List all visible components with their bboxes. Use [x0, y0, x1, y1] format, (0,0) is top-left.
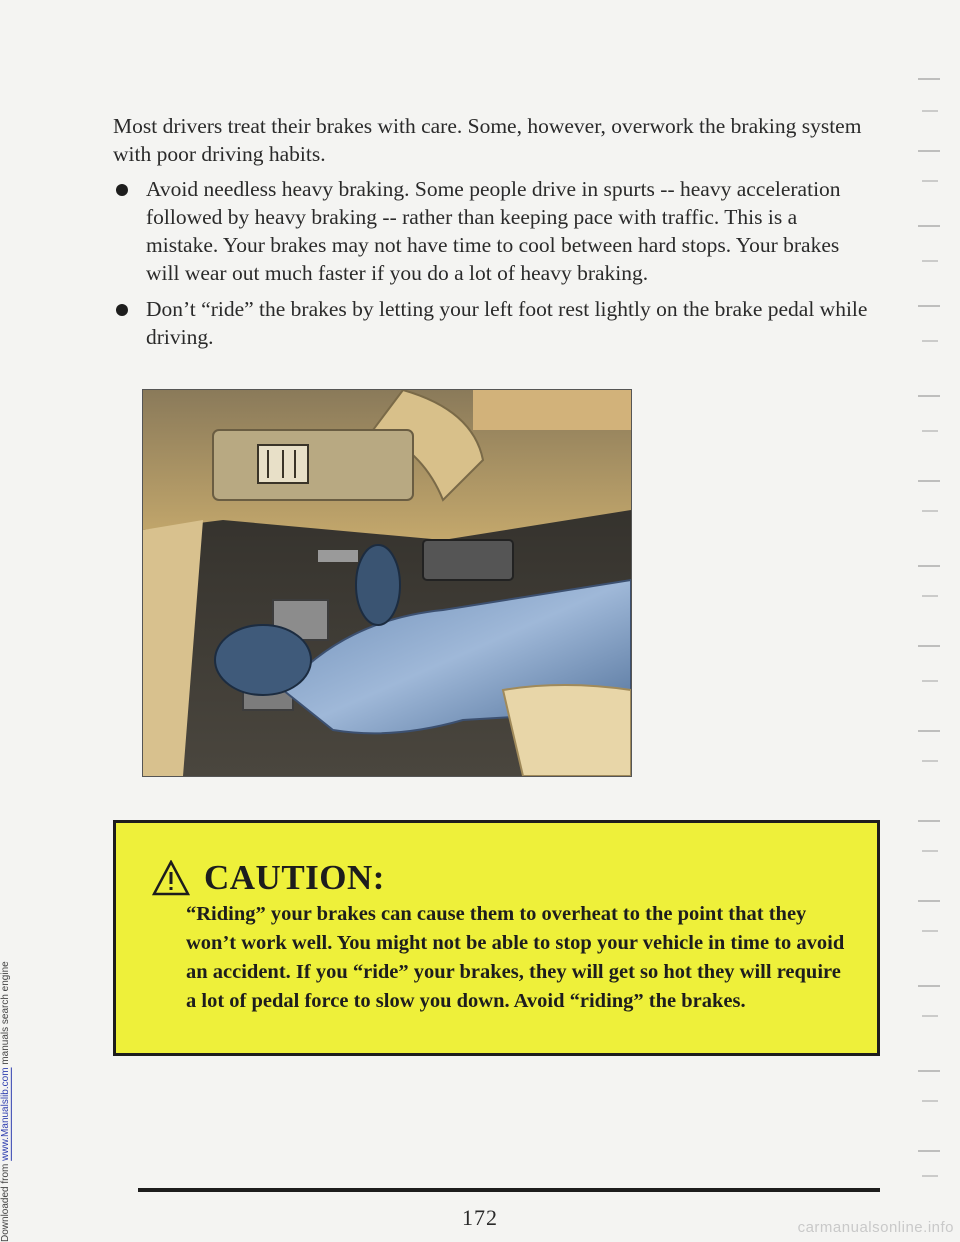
caution-text: “Riding” your brakes can cause them to overheat to the point that they won’t work well. You might not be able to stop your vehicle in time to avoid an accident. If you “ride” your brakes, they will get so hot they will require a lot of pedal force to slow you down. Avoid “riding” the brakes.: [186, 903, 845, 1012]
edge-mark: [922, 760, 938, 762]
bullet-text: Don’t “ride” the brakes by letting your left foot rest lightly on the brake pedal while driving.: [146, 297, 868, 349]
edge-mark: [922, 510, 938, 512]
page-number: 172: [462, 1205, 498, 1230]
list-item: [113, 175, 873, 287]
bullet-icon: [116, 184, 128, 196]
edge-mark: [922, 1015, 938, 1017]
edge-mark: [922, 1100, 938, 1102]
illustration-image: [143, 390, 631, 776]
edge-mark: [918, 900, 940, 902]
edge-mark: [922, 1175, 938, 1177]
edge-mark: [922, 110, 938, 112]
bullet-icon: [116, 304, 128, 316]
edge-mark: [918, 150, 940, 152]
edge-mark: [918, 78, 940, 80]
caution-label: CAUTION:: [204, 858, 385, 897]
edge-mark: [922, 340, 938, 342]
edge-mark: [918, 645, 940, 647]
caution-box: [113, 820, 880, 1056]
edge-tab-marks: [908, 50, 948, 1200]
edge-mark: [922, 850, 938, 852]
edge-mark: [922, 680, 938, 682]
brake-pedal-illustration: [142, 389, 632, 777]
edge-mark: [918, 565, 940, 567]
footer-divider: [138, 1188, 880, 1192]
intro-paragraph: Most drivers treat their brakes with care. Some, however, overwork the braking system with poor driving habits.: [113, 114, 862, 166]
edge-mark: [918, 480, 940, 482]
edge-mark: [918, 1070, 940, 1072]
edge-mark: [918, 985, 940, 987]
edge-mark: [918, 225, 940, 227]
download-watermark: Downloaded from www.Manualslib.com manuals search engine: [0, 961, 11, 1242]
edge-mark: [922, 180, 938, 182]
edge-mark: [918, 395, 940, 397]
site-watermark: carmanualsonline.info: [797, 1219, 954, 1236]
edge-mark: [918, 730, 940, 732]
edge-mark: [918, 820, 940, 822]
caution-heading: [152, 858, 385, 898]
bullet-text: Avoid needless heavy braking. Some people drive in spurts -- heavy acceleration followed by heavy braking -- rather than keeping pace with traffic. This is a mistake. Your brakes may not have time to cool between hard stops. Your brakes will wear out much faster if you do a lot of heavy braking.: [146, 177, 841, 285]
edge-mark: [922, 260, 938, 262]
bullet-list: [113, 175, 873, 359]
warning-triangle-icon: [152, 860, 190, 896]
edge-mark: [922, 430, 938, 432]
manualslib-link[interactable]: www.Manualslib.com: [0, 1067, 11, 1161]
edge-mark: [918, 1150, 940, 1152]
edge-mark: [922, 930, 938, 932]
edge-mark: [922, 595, 938, 597]
edge-mark: [918, 305, 940, 307]
list-item: [113, 295, 873, 351]
